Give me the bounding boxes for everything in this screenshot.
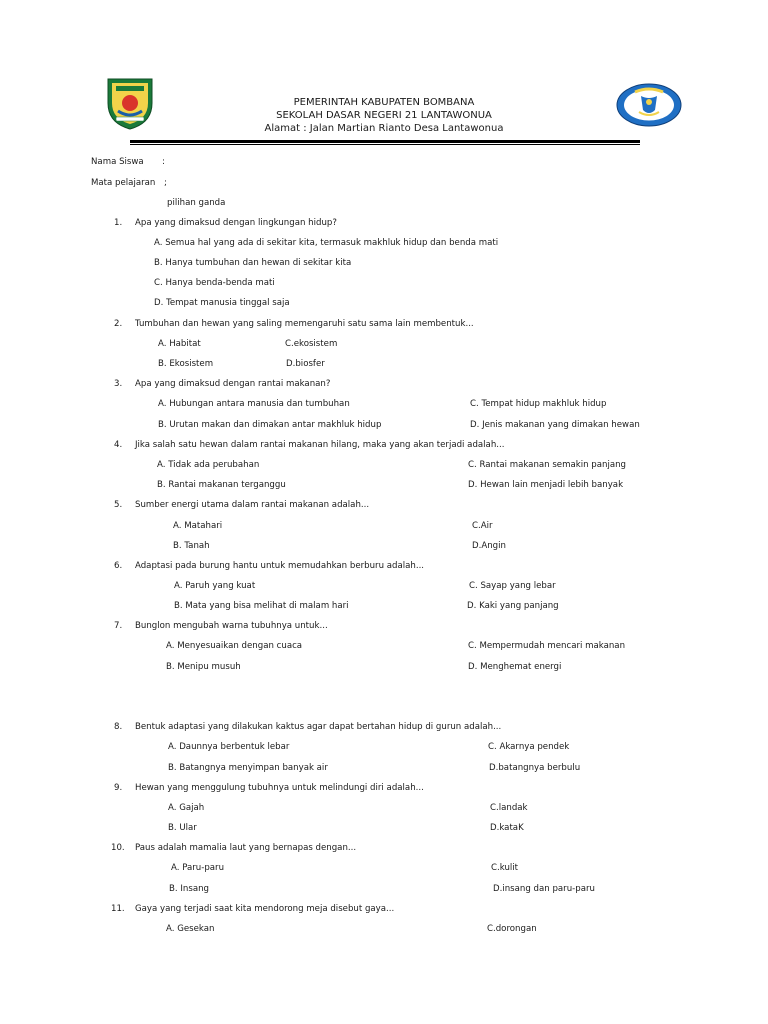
question-text: Apa yang dimaksud dengan lingkungan hidup? [135, 218, 337, 228]
answer-option: C. Mempermudah mencari makanan [468, 641, 626, 651]
question-number: 2. [114, 319, 123, 329]
answer-option: D. Hewan lain menjadi lebih banyak [468, 480, 624, 490]
answer-option: C.ekosistem [285, 339, 338, 349]
mata-pelajaran-colon: ; [164, 178, 167, 188]
answer-option: D.insang dan paru-paru [493, 884, 595, 894]
answer-option: D.kataK [490, 823, 524, 833]
answer-option: B. Tanah [173, 541, 210, 551]
answer-option: A. Gesekan [166, 924, 215, 934]
question-text: Jika salah satu hewan dalam rantai makanan hilang, maka yang akan terjadi adalah... [135, 440, 505, 450]
question-text: Sumber energi utama dalam rantai makanan adalah... [135, 500, 370, 510]
answer-option: C.kulit [491, 863, 519, 873]
answer-option: B. Ular [168, 823, 197, 833]
answer-option: D. Kaki yang panjang [467, 601, 559, 611]
answer-option: B. Ekosistem [158, 359, 214, 369]
question-text: Tumbuhan dan hewan yang saling memengaruhi satu sama lain membentuk... [135, 319, 474, 329]
answer-option: B. Rantai makanan terganggu [157, 480, 286, 490]
header-rule-thin [130, 144, 640, 145]
answer-option: A. Daunnya berbentuk lebar [168, 742, 290, 752]
answer-option: C. Sayap yang lebar [469, 581, 556, 591]
answer-option: B. Hanya tumbuhan dan hewan di sekitar kita [154, 258, 352, 268]
answer-option: A. Matahari [173, 521, 223, 531]
answer-option: D.Angin [472, 541, 506, 551]
question-text: Hewan yang menggulung tubuhnya untuk melindungi diri adalah... [135, 783, 424, 793]
answer-option: D.batangnya berbulu [489, 763, 581, 773]
nama-siswa-colon: : [162, 157, 165, 167]
section-title: pilihan ganda [167, 198, 226, 208]
answer-option: D. Menghemat energi [468, 662, 562, 672]
header-line-1: PEMERINTAH KABUPATEN BOMBANA [293, 97, 475, 108]
answer-option: D. Tempat manusia tinggal saja [154, 298, 290, 308]
answer-option: A. Gajah [168, 803, 205, 813]
answer-option: C. Akarnya pendek [488, 742, 570, 752]
question-number: 1. [114, 218, 123, 228]
question-text: Gaya yang terjadi saat kita mendorong meja disebut gaya... [135, 904, 395, 914]
question-number: 5. [114, 500, 123, 510]
question-text: Bentuk adaptasi yang dilakukan kaktus agar dapat bertahan hidup di gurun adalah... [135, 722, 502, 732]
mata-pelajaran-label: Mata pelajaran [91, 178, 156, 188]
answer-option: C. Rantai makanan semakin panjang [468, 460, 627, 470]
answer-option: B. Menipu musuh [166, 662, 241, 672]
question-number: 9. [114, 783, 123, 793]
tut-wuri-handayani-emblem-icon [615, 82, 683, 128]
answer-option: B. Urutan makan dan dimakan antar makhluk hidup [158, 420, 382, 430]
question-number: 10. [111, 843, 125, 853]
answer-option: D. Jenis makanan yang dimakan hewan [470, 420, 640, 430]
header-rule-thick [130, 140, 640, 143]
question-number: 3. [114, 379, 123, 389]
header-line-2: SEKOLAH DASAR NEGERI 21 LANTAWONUA [276, 110, 492, 121]
answer-option: C.Air [472, 521, 493, 531]
answer-option: B. Mata yang bisa melihat di malam hari [174, 601, 349, 611]
nama-siswa-label: Nama Siswa [91, 157, 144, 167]
question-number: 11. [111, 904, 125, 914]
answer-option: A. Paruh yang kuat [174, 581, 256, 591]
question-number: 7. [114, 621, 123, 631]
answer-option: A. Tidak ada perubahan [157, 460, 260, 470]
answer-option: C. Hanya benda-benda mati [154, 278, 275, 288]
answer-option: A. Paru-paru [171, 863, 225, 873]
question-text: Paus adalah mamalia laut yang bernapas dengan... [135, 843, 357, 853]
header-line-3: Alamat : Jalan Martian Rianto Desa Lantawonua [264, 123, 504, 134]
answer-option: B. Insang [169, 884, 209, 894]
answer-option: C. Tempat hidup makhluk hidup [470, 399, 607, 409]
answer-option: C.dorongan [487, 924, 537, 934]
question-number: 6. [114, 561, 123, 571]
answer-option: A. Hubungan antara manusia dan tumbuhan [158, 399, 350, 409]
answer-option: A. Semua hal yang ada di sekitar kita, termasuk makhluk hidup dan benda mati [154, 238, 499, 248]
answer-option: B. Batangnya menyimpan banyak air [168, 763, 328, 773]
question-number: 4. [114, 440, 123, 450]
kabupaten-bombana-emblem-icon [104, 73, 156, 131]
question-text: Adaptasi pada burung hantu untuk memudahkan berburu adalah... [135, 561, 425, 571]
answer-option: A. Habitat [158, 339, 201, 349]
question-number: 8. [114, 722, 123, 732]
answer-option: A. Menyesuaikan dengan cuaca [166, 641, 303, 651]
question-text: Bunglon mengubah warna tubuhnya untuk... [135, 621, 328, 631]
answer-option: C.landak [490, 803, 528, 813]
question-text: Apa yang dimaksud dengan rantai makanan? [135, 379, 331, 389]
answer-option: D.biosfer [286, 359, 325, 369]
